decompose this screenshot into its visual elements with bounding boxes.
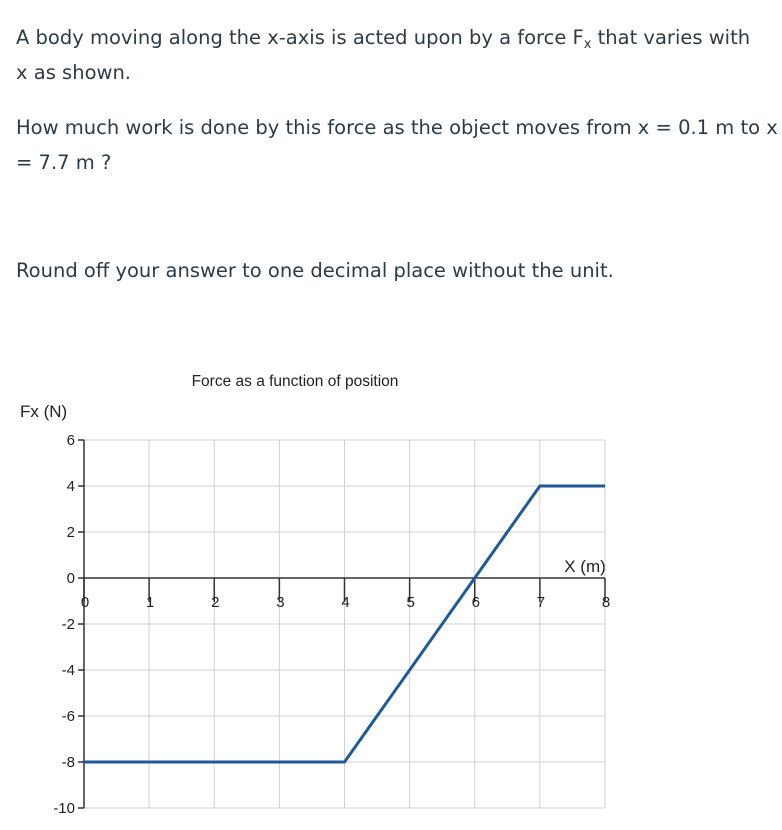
y-tick-label: -2 [61, 616, 75, 633]
grid-lines [84, 440, 605, 808]
rounding-instruction: Round off your answer to one decimal place without the unit. [16, 259, 614, 282]
x-tick-label: 8 [601, 594, 611, 611]
x-tick-label: 2 [211, 594, 220, 611]
y-tick-label: 4 [66, 478, 75, 495]
x-tick-label: 4 [341, 594, 350, 611]
x-tick-label: 0 [80, 594, 90, 611]
x-tick-label: 1 [145, 594, 155, 611]
y-tick-label: 6 [66, 432, 75, 449]
chart-title: Force as a function of position [191, 373, 399, 390]
x-tick-label: 6 [471, 594, 480, 611]
y-axis-label: Fx (N) [20, 402, 68, 421]
y-tick-label: -6 [61, 708, 75, 725]
question-intro-end: that varies with x as shown. [16, 26, 751, 84]
y-tick-label: -10 [53, 800, 75, 817]
x-tick-label: 3 [276, 594, 285, 611]
force-position-chart [0, 360, 782, 830]
x-tick-label: 5 [406, 594, 415, 611]
question-prompt: How much work is done by this force as the object moves from x = 0.1 m to x = 7.7 m ? [16, 116, 778, 174]
y-tick-label: 0 [66, 570, 75, 587]
question-intro-start: A body moving along the x-axis is acted upon by a force F [16, 26, 584, 49]
x-tick-label: 7 [536, 594, 546, 611]
x-axis-label: X (m) [564, 557, 606, 576]
question-intro [16, 20, 766, 90]
y-tick-label: -4 [61, 662, 75, 679]
y-tick-label: -8 [61, 754, 75, 771]
y-tick-label: 2 [66, 524, 75, 541]
force-subscript: x [583, 37, 592, 52]
